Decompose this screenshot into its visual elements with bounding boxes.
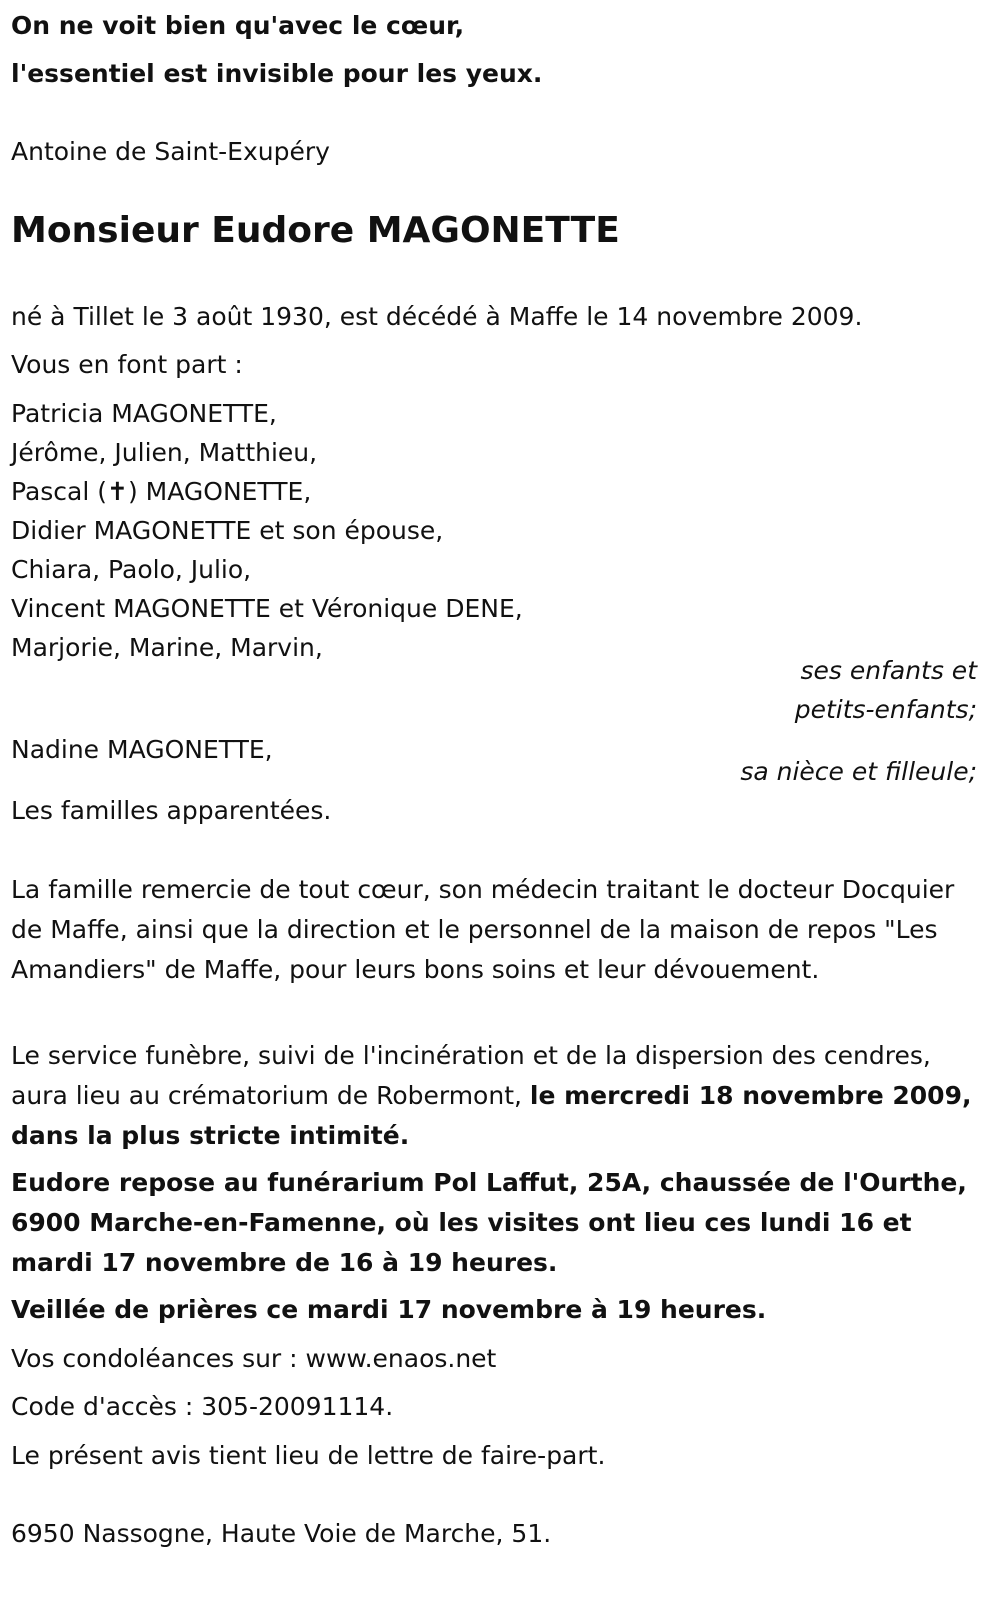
family-list-item: Vincent MAGONETTE et Véronique DENE, [11, 594, 523, 623]
service-date-emphasis: le mercredi 18 novembre 2009, dans la plus stricte intimité. [11, 1081, 972, 1150]
family-list-item: Pascal (✝) MAGONETTE, [11, 477, 312, 506]
quote-author: Antoine de Saint-Exupéry [11, 137, 330, 166]
service-paragraph [11, 1036, 986, 1156]
family-list-item: Patricia MAGONETTE, [11, 399, 277, 428]
family-list-item: Marjorie, Marine, Marvin, [11, 633, 323, 662]
access-code-line: Code d'accès : 305-20091114. [11, 1392, 394, 1421]
relatives-line: Les familles apparentées. [11, 796, 332, 825]
deceased-name: Monsieur Eudore MAGONETTE [11, 210, 620, 251]
birth-death-line: né à Tillet le 3 août 1930, est décédé à Maffe le 14 novembre 2009. [11, 302, 863, 331]
quote-line-1: On ne voit bien qu'avec le cœur, [11, 11, 465, 40]
repose-paragraph: Eudore repose au funérarium Pol Laffut, 25A, chaussée de l'Ourthe, 6900 Marche-en-Famenne, où les visites ont lieu ces lundi 16 et mardi 17 novembre de 16 à 19 heures. [11, 1168, 967, 1277]
service-text: Le service funèbre, suivi de l'incinération et de la dispersion des cendres, aura lieu au crématorium de Robermont, [11, 1041, 931, 1110]
address-line: 6950 Nassogne, Haute Voie de Marche, 51. [11, 1519, 552, 1548]
vigil-line: Veillée de prières ce mardi 17 novembre à 19 heures. [11, 1295, 767, 1324]
niece-role: sa nièce et filleule; [740, 757, 977, 786]
family-list-item: Jérôme, Julien, Matthieu, [11, 438, 318, 467]
family-list-item: Chiara, Paolo, Julio, [11, 555, 252, 584]
notice-line: Le présent avis tient lieu de lettre de faire-part. [11, 1441, 606, 1470]
family-role-line-1: ses enfants et [800, 656, 977, 685]
niece-name: Nadine MAGONETTE, [11, 735, 273, 764]
announcement-intro: Vous en font part : [11, 350, 243, 379]
family-list-item: Didier MAGONETTE et son épouse, [11, 516, 444, 545]
family-role-line-2: petits-enfants; [794, 695, 977, 724]
quote-line-2: l'essentiel est invisible pour les yeux. [11, 59, 543, 88]
thanks-paragraph: La famille remercie de tout cœur, son médecin traitant le docteur Docquier de Maffe, ainsi que la direction et le personnel de la maison de repos "Les Amandiers" de Maffe, pour leurs bons soins et leur dévouement. [11, 875, 955, 984]
condolences-line: Vos condoléances sur : www.enaos.net [11, 1344, 497, 1373]
